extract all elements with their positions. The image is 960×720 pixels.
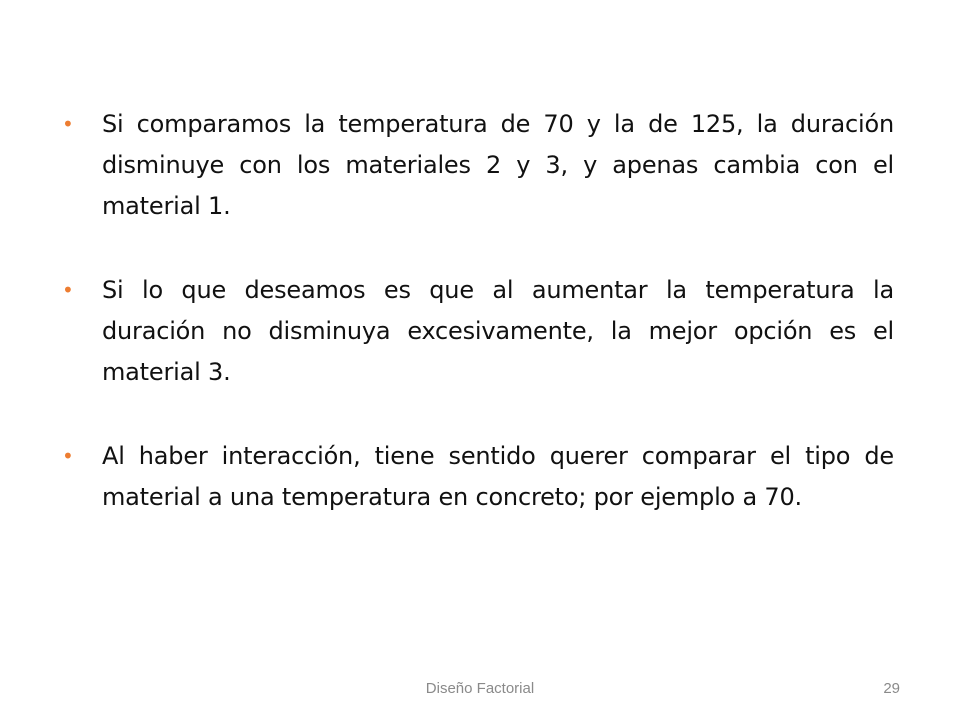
bullet-list (62, 104, 894, 561)
bullet-icon: • (62, 112, 74, 136)
bullet-item-3 (62, 436, 894, 518)
bullet-text: Al haber interacción, tiene sentido querer comparar el tipo de material a una temperatura en concreto; por ejemplo a 70. (102, 442, 894, 511)
bullet-text: Si comparamos la temperatura de 70 y la de 125, la duración disminuye con los materiales 2 y 3, y apenas cambia con el material 1. (102, 110, 894, 220)
bullet-icon: • (62, 444, 74, 468)
footer-title: Diseño Factorial (425, 680, 535, 697)
bullet-text: Si lo que deseamos es que al aumentar la temperatura la duración no disminuya excesivamente, la mejor opción es el material 3. (102, 276, 894, 386)
page-number: 29 (883, 680, 900, 697)
bullet-item-2 (62, 270, 894, 393)
bullet-item-1 (62, 104, 894, 227)
bullet-icon: • (62, 278, 74, 302)
